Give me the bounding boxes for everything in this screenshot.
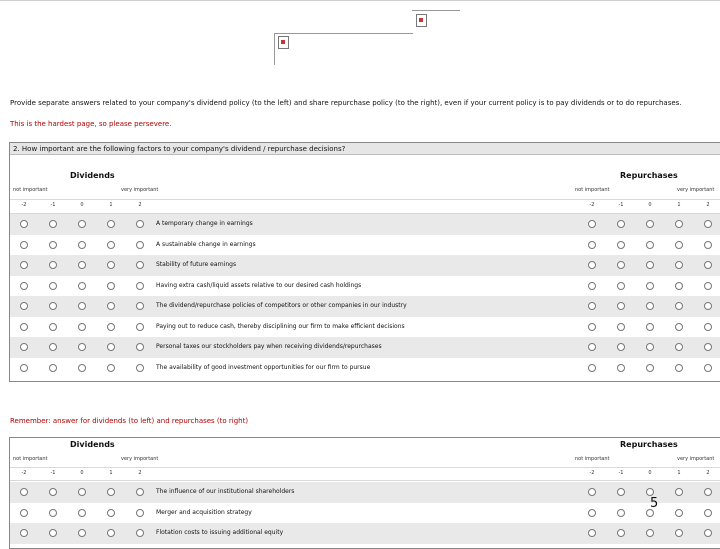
dividend-radio-2[interactable] xyxy=(136,488,144,496)
dividend-radio-2[interactable] xyxy=(136,302,144,310)
row-label: The influence of our institutional shareholders xyxy=(156,488,295,495)
repurchase-radio-2[interactable] xyxy=(704,488,712,496)
repurchase-radio--1[interactable] xyxy=(617,529,625,537)
dividend-radio-1[interactable] xyxy=(107,241,115,249)
dividend-radio--2[interactable] xyxy=(20,220,28,228)
repurchase-radio--1[interactable] xyxy=(617,302,625,310)
dividend-radio-0[interactable] xyxy=(78,364,86,372)
repurchase-radio--2[interactable] xyxy=(588,302,596,310)
repurchase-radio-0[interactable] xyxy=(646,241,654,249)
repurchase-radio--1[interactable] xyxy=(617,364,625,372)
repurchase-radio-1[interactable] xyxy=(675,282,683,290)
dividend-radio-2[interactable] xyxy=(136,343,144,351)
table-row xyxy=(10,358,720,379)
dividend-radio-1[interactable] xyxy=(107,364,115,372)
dividend-radio--1[interactable] xyxy=(49,343,57,351)
table-row xyxy=(10,276,720,297)
not-important-label: not important xyxy=(13,456,48,462)
repurchase-radio--2[interactable] xyxy=(588,261,596,269)
dividend-radio-0[interactable] xyxy=(78,302,86,310)
dividend-radio-2[interactable] xyxy=(136,282,144,290)
repurchase-radio-2[interactable] xyxy=(704,323,712,331)
repurchase-radio--2[interactable] xyxy=(588,529,596,537)
repurchase-radio--2[interactable] xyxy=(588,488,596,496)
table-row xyxy=(10,235,720,256)
dividend-radio-0[interactable] xyxy=(78,343,86,351)
dividend-radio--1[interactable] xyxy=(49,282,57,290)
dividend-radio-1[interactable] xyxy=(107,323,115,331)
dividend-radio--2[interactable] xyxy=(20,343,28,351)
repurchase-radio-0[interactable] xyxy=(646,323,654,331)
dividend-radio--1[interactable] xyxy=(49,509,57,517)
dividend-radio--2[interactable] xyxy=(20,241,28,249)
row-label: Paying out to reduce cash, thereby disciplining our firm to make efficient decisions xyxy=(156,322,405,330)
repurchase-radio-1[interactable] xyxy=(675,302,683,310)
dividend-radio-1[interactable] xyxy=(107,509,115,517)
repurchase-radio-2[interactable] xyxy=(704,529,712,537)
repurchase-radio--2[interactable] xyxy=(588,364,596,372)
repurchase-radio--2[interactable] xyxy=(588,241,596,249)
dividend-radio-1[interactable] xyxy=(107,488,115,496)
repurchase-radio--1[interactable] xyxy=(617,323,625,331)
dividend-radio-0[interactable] xyxy=(78,509,86,517)
dividend-radio-0[interactable] xyxy=(78,261,86,269)
row-label: Having extra cash/liquid assets relative to our desired cash holdings xyxy=(156,281,362,289)
not-important-label: not important xyxy=(575,187,610,193)
dividend-radio--1[interactable] xyxy=(49,302,57,310)
repurchase-radio--1[interactable] xyxy=(617,509,625,517)
survey-table-2 xyxy=(9,437,720,549)
repurchase-radio-0[interactable] xyxy=(646,529,654,537)
repurchase-radio--1[interactable] xyxy=(617,343,625,351)
repurchase-radio-0[interactable] xyxy=(646,220,654,228)
repurchase-radio--2[interactable] xyxy=(588,282,596,290)
repurchase-radio-2[interactable] xyxy=(704,364,712,372)
scale-number: -2 xyxy=(21,470,27,476)
dividend-radio--1[interactable] xyxy=(49,488,57,496)
scale-number: 2 xyxy=(706,202,710,208)
repurchase-radio-0[interactable] xyxy=(646,364,654,372)
dividend-radio-0[interactable] xyxy=(78,241,86,249)
image-frame-edge xyxy=(412,10,460,11)
scale-number: -1 xyxy=(50,470,56,476)
repurchase-radio-1[interactable] xyxy=(675,343,683,351)
repurchase-radio--1[interactable] xyxy=(617,282,625,290)
repurchase-radio-1[interactable] xyxy=(675,323,683,331)
table-row xyxy=(10,214,720,235)
repurchase-radio--2[interactable] xyxy=(588,220,596,228)
dividends-title: Dividends xyxy=(70,440,115,449)
very-important-label: very important xyxy=(121,456,159,462)
remember-note: Remember: answer for dividends (to left) and repurchases (to right) xyxy=(10,417,249,425)
repurchase-radio-1[interactable] xyxy=(675,241,683,249)
repurchase-radio-2[interactable] xyxy=(704,241,712,249)
repurchases-title: Repurchases xyxy=(620,171,678,180)
row-label: The availability of good investment opportunities for our firm to pursue xyxy=(156,363,371,371)
dividend-radio--1[interactable] xyxy=(49,364,57,372)
row-label: A sustainable change in earnings xyxy=(156,240,256,248)
dividend-radio--1[interactable] xyxy=(49,220,57,228)
scale-number: 2 xyxy=(138,470,142,476)
repurchase-radio-0[interactable] xyxy=(646,261,654,269)
dividend-radio--2[interactable] xyxy=(20,509,28,517)
dividend-radio-2[interactable] xyxy=(136,529,144,537)
repurchase-radio-1[interactable] xyxy=(675,488,683,496)
scale-number: 1 xyxy=(677,202,681,208)
scale-number: -2 xyxy=(589,470,595,476)
table-row xyxy=(10,255,720,276)
dividend-radio--2[interactable] xyxy=(20,529,28,537)
dividend-radio--2[interactable] xyxy=(20,364,28,372)
scale-number: -1 xyxy=(618,470,624,476)
page-number: 5 xyxy=(650,496,659,511)
dividend-radio-1[interactable] xyxy=(107,343,115,351)
repurchase-radio--1[interactable] xyxy=(617,220,625,228)
table-row xyxy=(10,503,720,524)
row-label: Flotation costs to issuing additional equity xyxy=(156,529,284,536)
repurchase-radio-1[interactable] xyxy=(675,529,683,537)
dividend-radio-1[interactable] xyxy=(107,529,115,537)
repurchase-radio-0[interactable] xyxy=(646,488,654,496)
question-header: 2. How important are the following factors to your company's dividend / repurchase decisions? xyxy=(10,143,720,155)
dividend-radio--2[interactable] xyxy=(20,261,28,269)
row-separator xyxy=(10,480,720,481)
repurchase-radio--1[interactable] xyxy=(617,261,625,269)
broken-image-icon xyxy=(416,14,427,27)
repurchase-radio-1[interactable] xyxy=(675,261,683,269)
not-important-label: not important xyxy=(575,456,610,462)
dividend-radio-0[interactable] xyxy=(78,488,86,496)
very-important-label: very important xyxy=(677,456,715,462)
scale-number: -2 xyxy=(589,202,595,208)
repurchase-radio--1[interactable] xyxy=(617,241,625,249)
dividend-radio--1[interactable] xyxy=(49,241,57,249)
scale-number: -1 xyxy=(618,202,624,208)
repurchase-radio-1[interactable] xyxy=(675,509,683,517)
dividend-radio-2[interactable] xyxy=(136,509,144,517)
repurchase-radio--2[interactable] xyxy=(588,323,596,331)
broken-image-icon xyxy=(278,36,289,49)
repurchase-radio-1[interactable] xyxy=(675,220,683,228)
scale-number: 1 xyxy=(109,202,113,208)
top-border xyxy=(0,0,720,1)
instructions-text: Provide separate answers related to your company's dividend policy (to the left) and share repurchase policy (to the right), even if your current policy is to pay dividends or to do repurchases. xyxy=(10,99,682,107)
row-separator xyxy=(10,467,720,468)
dividends-title: Dividends xyxy=(70,171,115,180)
repurchase-radio-2[interactable] xyxy=(704,282,712,290)
survey-table-1 xyxy=(9,142,720,382)
scale-number: 0 xyxy=(80,202,84,208)
table-row xyxy=(10,317,720,338)
scale-number: 2 xyxy=(138,202,142,208)
table-row xyxy=(10,482,720,503)
repurchase-radio-0[interactable] xyxy=(646,302,654,310)
dividend-radio-0[interactable] xyxy=(78,220,86,228)
scale-number: -1 xyxy=(50,202,56,208)
repurchase-radio-0[interactable] xyxy=(646,282,654,290)
row-label: The dividend/repurchase policies of competitors or other companies in our industry xyxy=(156,302,407,309)
repurchase-radio-2[interactable] xyxy=(704,509,712,517)
dividend-radio--1[interactable] xyxy=(49,529,57,537)
dividend-radio-1[interactable] xyxy=(107,302,115,310)
repurchase-radio-2[interactable] xyxy=(704,261,712,269)
row-label: Stability of future earnings xyxy=(156,261,237,268)
repurchase-radio-0[interactable] xyxy=(646,343,654,351)
dividend-radio--1[interactable] xyxy=(49,323,57,331)
dividend-radio-2[interactable] xyxy=(136,220,144,228)
dividend-radio--2[interactable] xyxy=(20,302,28,310)
dividend-radio-0[interactable] xyxy=(78,529,86,537)
dividend-radio--2[interactable] xyxy=(20,488,28,496)
scale-number: 0 xyxy=(648,202,652,208)
scale-number: -2 xyxy=(21,202,27,208)
scale-number: 0 xyxy=(648,470,652,476)
table-row xyxy=(10,337,720,358)
image-placeholder xyxy=(274,33,413,65)
repurchases-title: Repurchases xyxy=(620,440,678,449)
repurchase-radio--2[interactable] xyxy=(588,509,596,517)
dividend-radio-1[interactable] xyxy=(107,261,115,269)
very-important-label: very important xyxy=(121,187,159,193)
dividend-radio--1[interactable] xyxy=(49,261,57,269)
scale-number: 0 xyxy=(80,470,84,476)
scale-number: 2 xyxy=(706,470,710,476)
row-label: A temporary change in earnings xyxy=(156,220,253,227)
repurchase-radio--2[interactable] xyxy=(588,343,596,351)
dividend-radio--2[interactable] xyxy=(20,323,28,331)
dividend-radio-2[interactable] xyxy=(136,323,144,331)
repurchase-radio-2[interactable] xyxy=(704,220,712,228)
not-important-label: not important xyxy=(13,187,48,193)
table-row xyxy=(10,296,720,317)
row-separator xyxy=(10,199,720,200)
dividend-radio-2[interactable] xyxy=(136,364,144,372)
very-important-label: very important xyxy=(677,187,715,193)
table-row xyxy=(10,523,720,544)
repurchase-radio--1[interactable] xyxy=(617,488,625,496)
dividend-radio--2[interactable] xyxy=(20,282,28,290)
hint-text: This is the hardest page, so please persevere. xyxy=(10,120,172,128)
repurchase-radio-2[interactable] xyxy=(704,302,712,310)
scale-number: 1 xyxy=(109,470,113,476)
repurchase-radio-2[interactable] xyxy=(704,343,712,351)
dividend-radio-1[interactable] xyxy=(107,220,115,228)
row-label: Personal taxes our stockholders pay when receiving dividends/repurchases xyxy=(156,343,382,350)
row-label: Merger and acquisition strategy xyxy=(156,508,252,516)
repurchase-radio-1[interactable] xyxy=(675,364,683,372)
dividend-radio-1[interactable] xyxy=(107,282,115,290)
dividend-radio-2[interactable] xyxy=(136,261,144,269)
dividend-radio-2[interactable] xyxy=(136,241,144,249)
dividend-radio-0[interactable] xyxy=(78,282,86,290)
scale-number: 1 xyxy=(677,470,681,476)
dividend-radio-0[interactable] xyxy=(78,323,86,331)
